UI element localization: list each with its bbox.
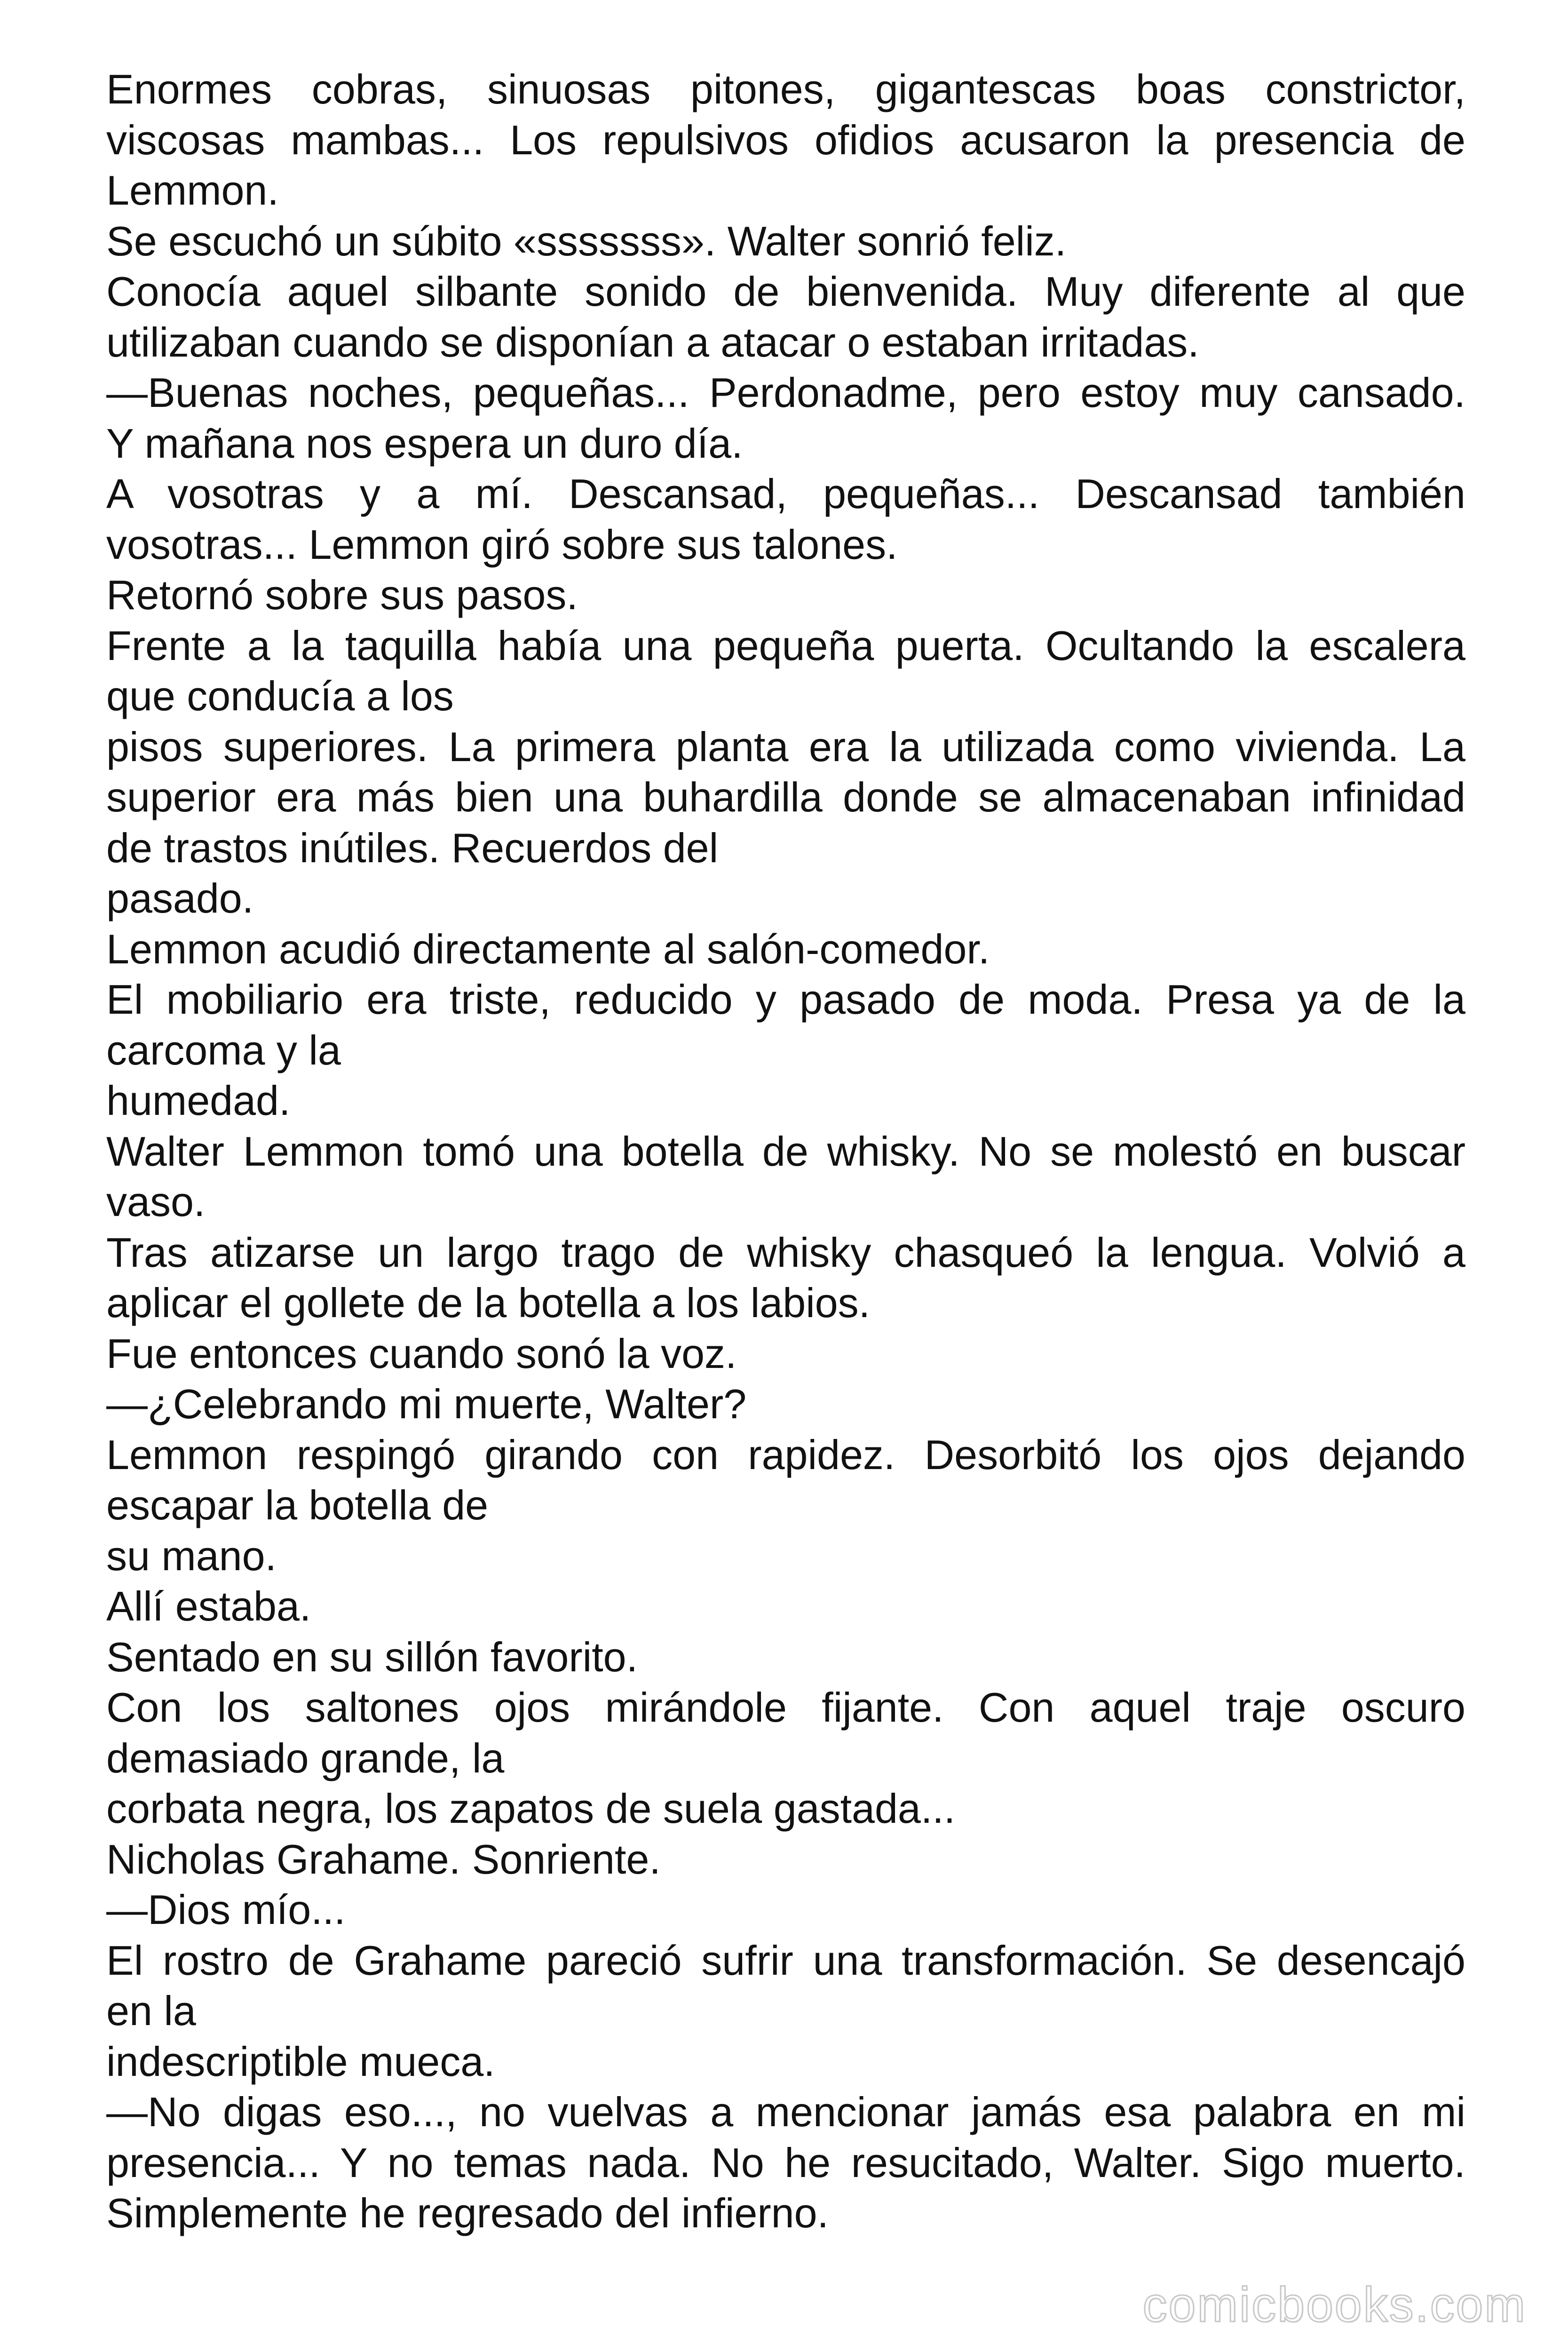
text-line: Lemmon acudió directamente al salón-comedor. xyxy=(106,925,990,972)
text-line: su mano. xyxy=(106,1532,277,1579)
text-line: presencia... Y no temas nada. No he resucitado, Walter. Sigo muerto. xyxy=(106,2139,1465,2186)
text-line: indescriptible mueca. xyxy=(106,2038,495,2085)
text-line: —Buenas noches, pequeñas... Perdonadme, pero estoy muy cansado. xyxy=(106,369,1465,416)
text-line: que conducía a los xyxy=(106,673,454,719)
text-line: demasiado grande, la xyxy=(106,1734,505,1781)
text-line: vosotras... Lemmon giró sobre sus talones. xyxy=(106,521,898,568)
text-line: escapar la botella de xyxy=(106,1482,489,1528)
text-line: Conocía aquel silbante sonido de bienvenida. Muy diferente al que xyxy=(106,268,1465,315)
text-line: —Dios mío... xyxy=(106,1886,346,1933)
text-line: Frente a la taquilla había una pequeña puerta. Ocultando la escalera xyxy=(106,622,1465,669)
text-line: corbata negra, los zapatos de suela gastada... xyxy=(106,1785,956,1832)
text-line: —No digas eso..., no vuelvas a mencionar jamás esa palabra en mi xyxy=(106,2089,1465,2135)
text-line: Con los saltones ojos mirándole fijante. Con aquel traje oscuro xyxy=(106,1684,1465,1731)
text-line: Enormes cobras, sinuosas pitones, gigantescas boas constrictor, xyxy=(106,66,1465,112)
text-line: Sentado en su sillón favorito. xyxy=(106,1633,638,1680)
text-line: en la xyxy=(106,1987,196,2034)
text-line: A vosotras y a mí. Descansad, pequeñas... Descansad también xyxy=(106,470,1465,517)
text-line: Retornó sobre sus pasos. xyxy=(106,572,578,618)
page-text xyxy=(106,64,1465,2239)
text-line: de trastos inútiles. Recuerdos del xyxy=(106,824,719,871)
text-line: —¿Celebrando mi muerte, Walter? xyxy=(106,1381,747,1427)
text-line: Lemmon respingó girando con rapidez. Desorbitó los ojos dejando xyxy=(106,1431,1465,1478)
text-line: pisos superiores. La primera planta era la utilizada como vivienda. La xyxy=(106,723,1465,770)
text-line: El mobiliario era triste, reducido y pasado de moda. Presa ya de la xyxy=(106,976,1465,1023)
text-line: Simplemente he regresado del infierno. xyxy=(106,2190,829,2236)
text-line: Nicholas Grahame. Sonriente. xyxy=(106,1836,661,1883)
text-line: Lemmon. xyxy=(106,167,279,214)
text-line: Tras atizarse un largo trago de whisky chasqueó la lengua. Volvió a xyxy=(106,1229,1465,1276)
text-line: pasado. xyxy=(106,875,254,922)
text-line: humedad. xyxy=(106,1077,291,1124)
text-line: viscosas mambas... Los repulsivos ofidios acusaron la presencia de xyxy=(106,116,1465,163)
text-line: Walter Lemmon tomó una botella de whisky. No se molestó en buscar xyxy=(106,1128,1465,1175)
text-line: carcoma y la xyxy=(106,1026,341,1073)
text-line: utilizaban cuando se disponían a atacar o estaban irritadas. xyxy=(106,318,1199,366)
text-line: Allí estaba. xyxy=(106,1583,311,1629)
watermark: comicbooks.com xyxy=(1142,2278,1527,2332)
text-line: Y mañana nos espera un duro día. xyxy=(106,420,743,467)
text-line: El rostro de Grahame pareció sufrir una transformación. Se desencajó xyxy=(106,1937,1465,1984)
text-line: vaso. xyxy=(106,1178,206,1225)
text-line: superior era más bien una buhardilla donde se almacenaban infinidad xyxy=(106,774,1465,820)
text-line: Fue entonces cuando sonó la voz. xyxy=(106,1330,737,1377)
text-line: Se escuchó un súbito «sssssss». Walter sonrió feliz. xyxy=(106,217,1067,264)
text-line: aplicar el gollete de la botella a los labios. xyxy=(106,1279,871,1326)
